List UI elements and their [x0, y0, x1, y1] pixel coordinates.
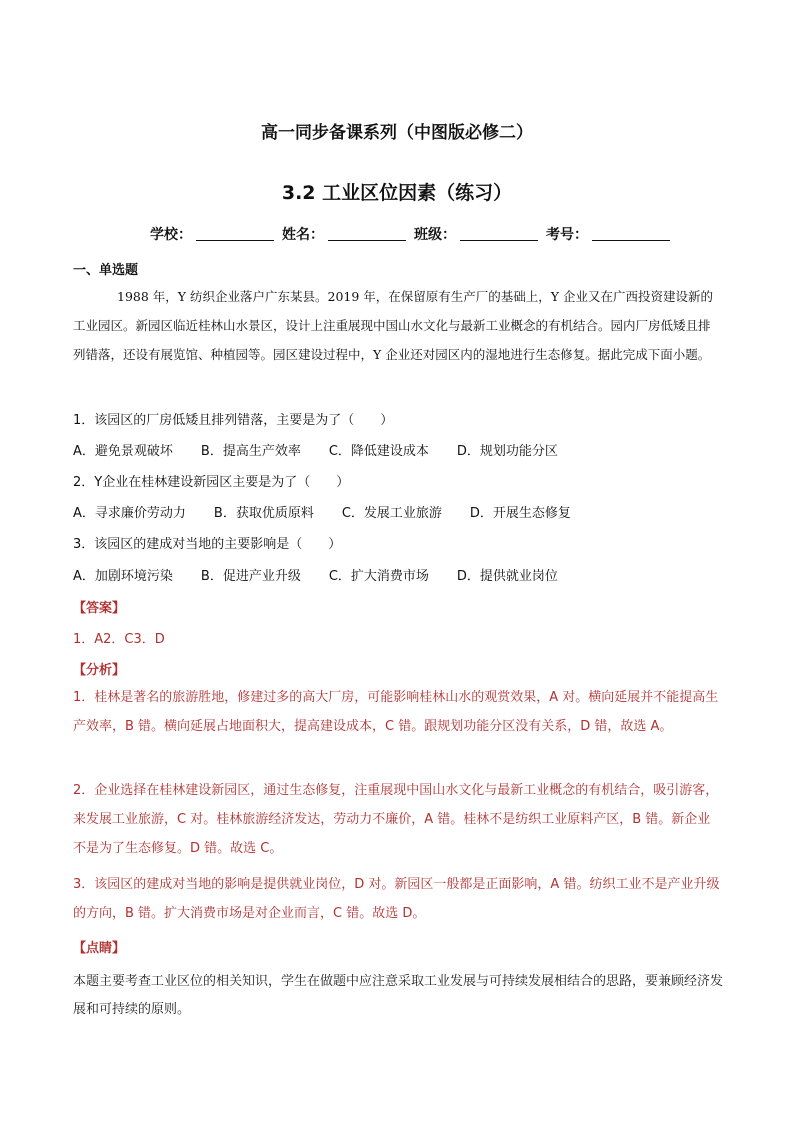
question-3-options	[73, 565, 586, 584]
name-blank[interactable]	[328, 239, 406, 241]
question-3-option-c[interactable]: C．扩大消费市场	[328, 569, 429, 584]
page-title: 3.2 工业区位因素（练习）	[281, 182, 513, 204]
reading-passage	[73, 282, 721, 369]
question-2-option-b[interactable]: B．获取优质原料	[213, 506, 314, 521]
analysis-paragraph-1: 1．桂林是著名的旅游胜地，修建过多的高大厂房，可能影响桂林山水的观赏效果，A 对。横向延展并不能提高生产效率，B 错。横向延展占地面积大，提高建设成本，C 错。跟规划功能分区没有关系，D 错，故选 A。	[73, 690, 719, 734]
class-blank[interactable]	[460, 239, 538, 241]
question-2-stem: 2．Y企业在桂林建设新园区主要是为了（ ）	[73, 475, 350, 490]
question-1-option-b[interactable]: B．提高生产效率	[200, 444, 301, 459]
exam-no-blank[interactable]	[592, 239, 670, 241]
series-title: 高一同步备课系列（中图版必修二）	[261, 123, 533, 143]
question-1-option-a[interactable]: A．避免景观破坏	[73, 444, 173, 459]
question-1-stem: 1．该园区的厂房低矮且排列错落，主要是为了（ ）	[73, 413, 394, 428]
analysis-paragraph-2: 2．企业选择在桂林建设新园区，通过生态修复，注重展现中国山水文化与最新工业概念的有机结合，吸引游客，来发展工业旅游，C 对。桂林旅游经济发达，劳动力不廉价，A 错。桂林不是纺织工业原料产区，B 错。新企业不是为了生态修复。D 错。故选 C。	[73, 783, 719, 856]
name-label: 姓名：	[282, 227, 324, 243]
analysis-paragraph-3: 3．该园区的建成对当地的影响是提供就业岗位，D 对。新园区一般都是正面影响，A 错。纺织工业不是产业升级的方向，B 错。扩大消费市场是对企业而言，C 错。故选 D。	[73, 877, 720, 921]
question-1-options	[73, 440, 586, 459]
comment-label: 【点睛】	[73, 941, 126, 956]
question-3-option-d[interactable]: D．提供就业岗位	[456, 569, 558, 584]
class-label: 班级：	[414, 227, 456, 243]
comment-text: 本题主要考查工业区位的相关知识，学生在做题中应注意采取工业发展与可持续发展相结合的思路，要兼顾经济发展和可持续的原则。	[73, 974, 724, 1017]
answer-label: 【答案】	[73, 601, 126, 616]
school-label: 学校：	[150, 227, 192, 243]
exam-no-label: 考号：	[546, 227, 588, 243]
question-2-options	[73, 502, 599, 521]
school-blank[interactable]	[196, 239, 274, 241]
question-1-option-c[interactable]: C．降低建设成本	[328, 444, 429, 459]
section-title: 一、单选题	[73, 263, 139, 278]
question-2-option-d[interactable]: D．开展生态修复	[469, 506, 571, 521]
question-1-option-d[interactable]: D．规划功能分区	[456, 444, 558, 459]
question-3-stem: 3．该园区的建成对当地的主要影响是（ ）	[73, 537, 342, 552]
question-2-option-c[interactable]: C．发展工业旅游	[341, 506, 442, 521]
answer-text: 1．A2．C3．D	[73, 632, 165, 647]
question-2-option-a[interactable]: A．寻求廉价劳动力	[73, 506, 186, 521]
question-3-option-b[interactable]: B．促进产业升级	[200, 569, 301, 584]
passage-text: 1988 年，Y 纺织企业落户广东某县。2019 年，在保留原有生产厂的基础上，Y 企业又在广西投资建设新的工业园区。新园区临近桂林山水景区，设计上注重展现中国山水文化与最新工业概念的有机结合。园内厂房低矮且排列错落，还设有展览馆、种植园等。园区建设过程中，Y 企业还对园区内的湿地进行生态修复。据此完成下面小题。	[73, 289, 714, 362]
question-3-option-a[interactable]: A．加剧环境污染	[73, 569, 173, 584]
analysis-label: 【分析】	[73, 663, 126, 678]
student-info-row	[150, 224, 678, 244]
